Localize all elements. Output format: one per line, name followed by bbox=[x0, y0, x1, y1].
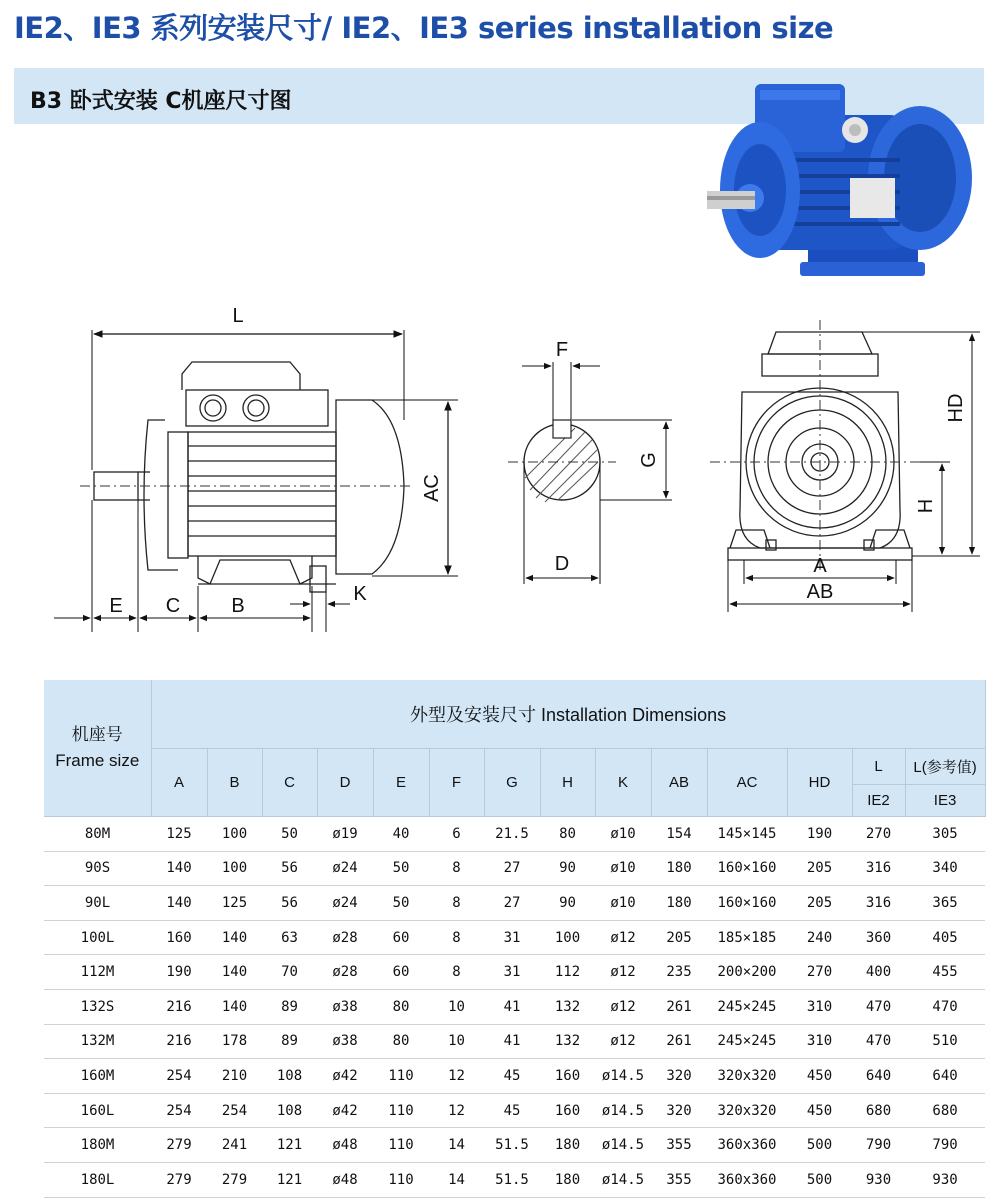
table-cell: 140 bbox=[151, 851, 207, 886]
table-cell: ø14.5 bbox=[595, 1093, 651, 1128]
table-cell: 355 bbox=[651, 1128, 707, 1163]
table-row bbox=[44, 920, 985, 955]
table-cell: 160×160 bbox=[707, 886, 787, 921]
frame-size-cell: 160M bbox=[44, 1059, 151, 1094]
table-body bbox=[44, 817, 985, 1198]
table-cell: 320 bbox=[651, 1093, 707, 1128]
table-cell: 40 bbox=[373, 817, 429, 852]
dim-label-B: B bbox=[231, 595, 245, 617]
dim-label-D: D bbox=[554, 553, 570, 575]
col-header-HD: HD bbox=[787, 749, 852, 817]
installation-dimensions-table bbox=[44, 680, 986, 1198]
section-title: B3 卧式安装 C机座尺寸图 bbox=[30, 89, 292, 114]
table-cell: 320x320 bbox=[707, 1093, 787, 1128]
table-cell: 254 bbox=[151, 1059, 207, 1094]
table-cell: 121 bbox=[262, 1128, 317, 1163]
table-cell: 89 bbox=[262, 989, 317, 1024]
table-cell: 360x360 bbox=[707, 1162, 787, 1197]
col-header-K: K bbox=[595, 749, 651, 817]
table-cell: 112 bbox=[540, 955, 595, 990]
table-cell: 210 bbox=[207, 1059, 262, 1094]
frame-size-cell: 80M bbox=[44, 817, 151, 852]
table-cell: 180 bbox=[651, 886, 707, 921]
table-cell: 450 bbox=[787, 1059, 852, 1094]
dim-label-A: A bbox=[813, 555, 827, 577]
table-cell: 640 bbox=[852, 1059, 905, 1094]
table-row bbox=[44, 1024, 985, 1059]
table-cell: ø14.5 bbox=[595, 1162, 651, 1197]
table-cell: 279 bbox=[151, 1128, 207, 1163]
frame-size-cell: 90S bbox=[44, 851, 151, 886]
table-cell: 405 bbox=[905, 920, 985, 955]
table-cell: ø10 bbox=[595, 817, 651, 852]
table-cell: 50 bbox=[373, 886, 429, 921]
table-cell: 41 bbox=[484, 1024, 540, 1059]
dim-label-AB: AB bbox=[806, 581, 834, 603]
frame-size-cell: 132M bbox=[44, 1024, 151, 1059]
table-cell: 100 bbox=[540, 920, 595, 955]
table-cell: 450 bbox=[787, 1093, 852, 1128]
table-cell: 154 bbox=[651, 817, 707, 852]
frame-size-cell: 160L bbox=[44, 1093, 151, 1128]
table-row bbox=[44, 955, 985, 990]
table-cell: 140 bbox=[207, 920, 262, 955]
table-cell: 180 bbox=[540, 1128, 595, 1163]
table-cell: 185×185 bbox=[707, 920, 787, 955]
dim-label-H: H bbox=[915, 498, 937, 514]
table-cell: 160 bbox=[151, 920, 207, 955]
dim-label-K: K bbox=[353, 583, 367, 605]
table-cell: 205 bbox=[787, 851, 852, 886]
table-cell: ø14.5 bbox=[595, 1059, 651, 1094]
table-cell: 355 bbox=[651, 1162, 707, 1197]
dim-label-L: L bbox=[232, 305, 244, 327]
table-cell: 80 bbox=[540, 817, 595, 852]
dim-bottom-chain bbox=[54, 500, 350, 632]
table-cell: 12 bbox=[429, 1093, 484, 1128]
table-cell: 90 bbox=[540, 886, 595, 921]
table-cell: 60 bbox=[373, 955, 429, 990]
table-cell: 500 bbox=[787, 1162, 852, 1197]
table-cell: 63 bbox=[262, 920, 317, 955]
table-cell: 12 bbox=[429, 1059, 484, 1094]
table-cell: 241 bbox=[207, 1128, 262, 1163]
table-row bbox=[44, 886, 985, 921]
table-cell: 261 bbox=[651, 1024, 707, 1059]
table-cell: 305 bbox=[905, 817, 985, 852]
table-cell: 216 bbox=[151, 1024, 207, 1059]
table-cell: ø12 bbox=[595, 955, 651, 990]
table-cell: 470 bbox=[905, 989, 985, 1024]
table-cell: 80 bbox=[373, 989, 429, 1024]
table-cell: 245×245 bbox=[707, 1024, 787, 1059]
table-cell: 27 bbox=[484, 886, 540, 921]
table-row bbox=[44, 1059, 985, 1094]
table-cell: 60 bbox=[373, 920, 429, 955]
col-header-H: H bbox=[540, 749, 595, 817]
frame-size-cell: 132S bbox=[44, 989, 151, 1024]
table-row bbox=[44, 1128, 985, 1163]
table-cell: 132 bbox=[540, 989, 595, 1024]
table-cell: 89 bbox=[262, 1024, 317, 1059]
table-cell: 235 bbox=[651, 955, 707, 990]
table-cell: ø10 bbox=[595, 851, 651, 886]
table-cell: 140 bbox=[207, 989, 262, 1024]
table-cell: 51.5 bbox=[484, 1128, 540, 1163]
dim-label-AC: AC bbox=[421, 474, 443, 502]
table-cell: ø42 bbox=[317, 1059, 373, 1094]
table-cell: 205 bbox=[787, 886, 852, 921]
table-cell: 790 bbox=[905, 1128, 985, 1163]
table-cell: ø48 bbox=[317, 1162, 373, 1197]
table-cell: 216 bbox=[151, 989, 207, 1024]
dim-HD bbox=[862, 332, 980, 556]
dim-label-F: F bbox=[555, 339, 569, 361]
table-cell: 365 bbox=[905, 886, 985, 921]
table-cell: 108 bbox=[262, 1093, 317, 1128]
table-cell: 340 bbox=[905, 851, 985, 886]
table-cell: 640 bbox=[905, 1059, 985, 1094]
table-cell: ø38 bbox=[317, 1024, 373, 1059]
table-cell: 51.5 bbox=[484, 1162, 540, 1197]
table-cell: 31 bbox=[484, 920, 540, 955]
table-cell: 455 bbox=[905, 955, 985, 990]
table-cell: 10 bbox=[429, 989, 484, 1024]
dim-label-G: G bbox=[638, 452, 660, 468]
table-cell: 316 bbox=[852, 886, 905, 921]
table-cell: 70 bbox=[262, 955, 317, 990]
table-cell: 178 bbox=[207, 1024, 262, 1059]
table-cell: 316 bbox=[852, 851, 905, 886]
table-cell: 145×145 bbox=[707, 817, 787, 852]
dim-L bbox=[92, 305, 404, 470]
table-cell: 14 bbox=[429, 1128, 484, 1163]
col-header-AB: AB bbox=[651, 749, 707, 817]
table-cell: ø28 bbox=[317, 920, 373, 955]
frame-size-cell: 180L bbox=[44, 1162, 151, 1197]
table-cell: 110 bbox=[373, 1093, 429, 1128]
table-cell: 140 bbox=[207, 955, 262, 990]
table-cell: 245×245 bbox=[707, 989, 787, 1024]
table-cell: 31 bbox=[484, 955, 540, 990]
table-cell: 100 bbox=[207, 817, 262, 852]
table-cell: 680 bbox=[905, 1093, 985, 1128]
table-cell: ø12 bbox=[595, 989, 651, 1024]
frame-size-header-cn: 机座号 bbox=[71, 725, 123, 744]
table-cell: 125 bbox=[207, 886, 262, 921]
table-cell: ø24 bbox=[317, 851, 373, 886]
table-cell: ø24 bbox=[317, 886, 373, 921]
table-cell: 400 bbox=[852, 955, 905, 990]
dim-AC bbox=[372, 400, 458, 576]
table-cell: 100 bbox=[207, 851, 262, 886]
table-cell: 6 bbox=[429, 817, 484, 852]
table-cell: 261 bbox=[651, 989, 707, 1024]
table-cell: 108 bbox=[262, 1059, 317, 1094]
table-cell: 8 bbox=[429, 955, 484, 990]
table-row bbox=[44, 1093, 985, 1128]
table-cell: ø38 bbox=[317, 989, 373, 1024]
table-cell: 140 bbox=[151, 886, 207, 921]
subheader-ie2: IE2 bbox=[852, 785, 905, 817]
table-cell: 470 bbox=[852, 989, 905, 1024]
table-cell: 680 bbox=[852, 1093, 905, 1128]
table-cell: 320x320 bbox=[707, 1059, 787, 1094]
table-cell: 310 bbox=[787, 1024, 852, 1059]
table-cell: 790 bbox=[852, 1128, 905, 1163]
table-cell: ø42 bbox=[317, 1093, 373, 1128]
table-row bbox=[44, 1162, 985, 1197]
table-cell: 270 bbox=[852, 817, 905, 852]
table-cell: 510 bbox=[905, 1024, 985, 1059]
table-cell: 160×160 bbox=[707, 851, 787, 886]
table-cell: 190 bbox=[787, 817, 852, 852]
table-cell: 80 bbox=[373, 1024, 429, 1059]
table-cell: 45 bbox=[484, 1059, 540, 1094]
table-cell: 56 bbox=[262, 886, 317, 921]
table-cell: 930 bbox=[905, 1162, 985, 1197]
table-row bbox=[44, 851, 985, 886]
table-cell: 160 bbox=[540, 1059, 595, 1094]
frame-size-cell: 90L bbox=[44, 886, 151, 921]
table-cell: 56 bbox=[262, 851, 317, 886]
table-row bbox=[44, 989, 985, 1024]
table-cell: 320 bbox=[651, 1059, 707, 1094]
table-cell: 8 bbox=[429, 920, 484, 955]
table-cell: 279 bbox=[207, 1162, 262, 1197]
table-cell: 240 bbox=[787, 920, 852, 955]
frame-size-cell: 100L bbox=[44, 920, 151, 955]
table-cell: 110 bbox=[373, 1059, 429, 1094]
col-header-A: A bbox=[151, 749, 207, 817]
table-cell: 41 bbox=[484, 989, 540, 1024]
table-cell: ø12 bbox=[595, 920, 651, 955]
table-cell: 254 bbox=[151, 1093, 207, 1128]
table-cell: 180 bbox=[651, 851, 707, 886]
col-header-B: B bbox=[207, 749, 262, 817]
table-cell: 8 bbox=[429, 886, 484, 921]
table-cell: 180 bbox=[540, 1162, 595, 1197]
table-cell: ø19 bbox=[317, 817, 373, 852]
col-header-G: G bbox=[484, 749, 540, 817]
col-header-E: E bbox=[373, 749, 429, 817]
table-cell: 310 bbox=[787, 989, 852, 1024]
col-header-AC: AC bbox=[707, 749, 787, 817]
table-cell: 8 bbox=[429, 851, 484, 886]
frame-size-cell: 112M bbox=[44, 955, 151, 990]
table-cell: 205 bbox=[651, 920, 707, 955]
table-cell: 360x360 bbox=[707, 1128, 787, 1163]
dim-F bbox=[522, 362, 600, 420]
col-header-L-ref: L(参考值) bbox=[905, 749, 985, 785]
frame-size-cell: 180M bbox=[44, 1128, 151, 1163]
installation-dimensions-header: 外型及安装尺寸 Installation Dimensions bbox=[151, 680, 985, 749]
table-cell: ø28 bbox=[317, 955, 373, 990]
side-view-drawing bbox=[94, 362, 404, 592]
col-header-F: F bbox=[429, 749, 484, 817]
table-cell: 470 bbox=[852, 1024, 905, 1059]
table-cell: 500 bbox=[787, 1128, 852, 1163]
table-cell: 45 bbox=[484, 1093, 540, 1128]
table-cell: 190 bbox=[151, 955, 207, 990]
table-cell: 270 bbox=[787, 955, 852, 990]
table-cell: 27 bbox=[484, 851, 540, 886]
table-cell: ø10 bbox=[595, 886, 651, 921]
col-header-D: D bbox=[317, 749, 373, 817]
table-cell: 279 bbox=[151, 1162, 207, 1197]
table-cell: 10 bbox=[429, 1024, 484, 1059]
dim-label-HD: HD bbox=[945, 393, 967, 423]
motor-photo-icon bbox=[707, 84, 972, 276]
table-cell: 121 bbox=[262, 1162, 317, 1197]
table-cell: 254 bbox=[207, 1093, 262, 1128]
table-row bbox=[44, 817, 985, 852]
table-cell: 132 bbox=[540, 1024, 595, 1059]
table-cell: 360 bbox=[852, 920, 905, 955]
table-cell: 110 bbox=[373, 1162, 429, 1197]
frame-size-header-en: Frame size bbox=[55, 751, 140, 770]
page-title: IE2、IE3 系列安装尺寸/ IE2、IE3 series installation size bbox=[14, 11, 834, 45]
table-cell: 14 bbox=[429, 1162, 484, 1197]
subheader-ie3: IE3 bbox=[905, 785, 985, 817]
frame-size-header bbox=[44, 680, 151, 817]
dim-label-C: C bbox=[165, 595, 181, 617]
table-cell: 110 bbox=[373, 1128, 429, 1163]
table-cell: 160 bbox=[540, 1093, 595, 1128]
col-header-L: L bbox=[852, 749, 905, 785]
table-cell: 90 bbox=[540, 851, 595, 886]
table-cell: ø48 bbox=[317, 1128, 373, 1163]
table-cell: 200×200 bbox=[707, 955, 787, 990]
table-cell: ø14.5 bbox=[595, 1128, 651, 1163]
table-cell: 50 bbox=[262, 817, 317, 852]
table-cell: 930 bbox=[852, 1162, 905, 1197]
table-cell: ø12 bbox=[595, 1024, 651, 1059]
dim-label-E: E bbox=[109, 595, 123, 617]
table-cell: 50 bbox=[373, 851, 429, 886]
col-header-C: C bbox=[262, 749, 317, 817]
table-cell: 21.5 bbox=[484, 817, 540, 852]
table-cell: 125 bbox=[151, 817, 207, 852]
